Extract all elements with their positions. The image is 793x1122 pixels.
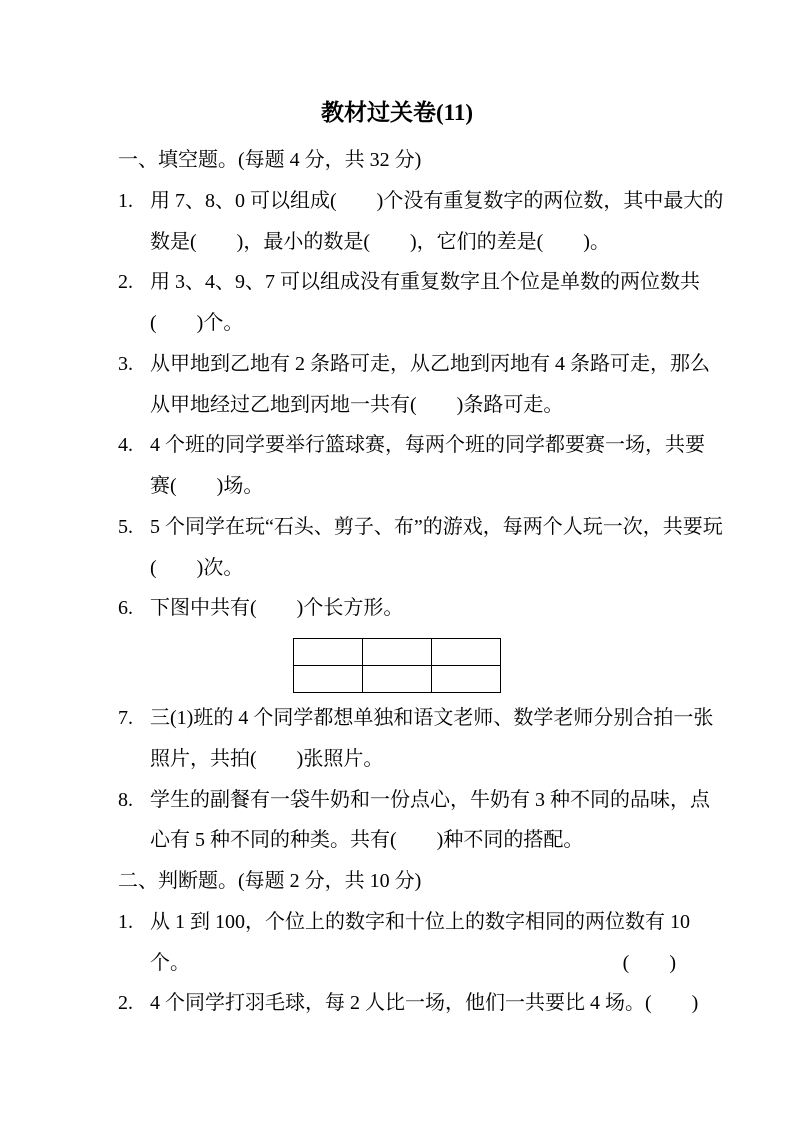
question-line: 从甲地经过乙地到丙地一共有( )条路可走。 <box>150 393 564 416</box>
question-line <box>118 425 705 466</box>
question-number: 8. <box>118 788 133 811</box>
question-text: 三(1)班的 4 个同学都想单独和语文老师、数学老师分别合拍一张 <box>150 707 714 729</box>
question-line: ( )次。 <box>150 556 244 579</box>
question-number: 7. <box>118 707 133 729</box>
grid-cell <box>294 666 363 693</box>
question-line: 心有 5 种不同的种类。共有( )种不同的搭配。 <box>150 829 584 852</box>
question-text: 下图中共有( )个长方形。 <box>150 597 404 620</box>
question-line <box>118 262 700 303</box>
question-text: 从甲地到乙地有 2 条路可走，从乙地到丙地有 4 条路可走，那么 <box>150 352 710 375</box>
rectangle-grid-figure <box>293 638 501 693</box>
question-line: 照片，共拍( )张照片。 <box>150 747 384 770</box>
question-number: 5. <box>118 515 133 538</box>
question-text: 个。 <box>150 951 190 974</box>
question-line <box>118 507 723 548</box>
question-number: 3. <box>118 352 133 375</box>
grid-cell <box>432 639 501 666</box>
question-text: 用 7、8、0 可以组成( )个没有重复数字的两位数，其中最大的 <box>150 189 724 212</box>
question-line: 赛( )场。 <box>150 475 264 497</box>
question-line <box>118 344 710 385</box>
question-line <box>118 588 676 629</box>
question-text: 5 个同学在玩“石头、剪子、布”的游戏，每两个人玩一次，共要玩 <box>150 515 723 538</box>
question-line <box>118 698 714 739</box>
question-text: 4 个班的同学要举行篮球赛，每两个班的同学都要赛一场，共要 <box>150 434 705 457</box>
question-number: 1. <box>118 910 133 933</box>
question-line <box>118 983 699 1024</box>
question-line <box>118 780 710 821</box>
answer-blank: ( ) <box>622 951 676 974</box>
question-text: 从 1 到 100，个位上的数字和十位上的数字相同的两位数有 10 <box>150 910 690 933</box>
question-line <box>118 181 724 222</box>
grid-cell <box>363 639 432 666</box>
grid-cell <box>294 639 363 666</box>
grid-cell <box>432 666 501 693</box>
grid-cell <box>363 666 432 693</box>
question-text: 学生的副餐有一袋牛奶和一份点心，牛奶有 3 种不同的品味，点 <box>150 788 710 811</box>
question-text: 4 个同学打羽毛球，每 2 人比一场，他们一共要比 4 场。( ) <box>150 992 699 1015</box>
question-line <box>118 902 690 943</box>
document-content <box>118 0 724 1024</box>
question-number: 2. <box>118 271 133 294</box>
question-line: ( )个。 <box>150 312 244 334</box>
question-number: 2. <box>118 992 133 1015</box>
question-number: 1. <box>118 189 133 212</box>
question-number: 4. <box>118 434 133 457</box>
section-2-heading: 二、判断题。(每题 2 分，共 10 分) <box>118 870 422 892</box>
question-text: 用 3、4、9、7 可以组成没有重复数字且个位是单数的两位数共 <box>150 271 700 294</box>
section-1-heading: 一、填空题。(每题 4 分，共 32 分) <box>118 149 422 171</box>
question-line: 数是( )，最小的数是( )，它们的差是( )。 <box>150 230 610 253</box>
question-line <box>118 943 676 984</box>
document-title: 教材过关卷(11) <box>320 100 474 125</box>
question-number: 6. <box>118 597 133 620</box>
